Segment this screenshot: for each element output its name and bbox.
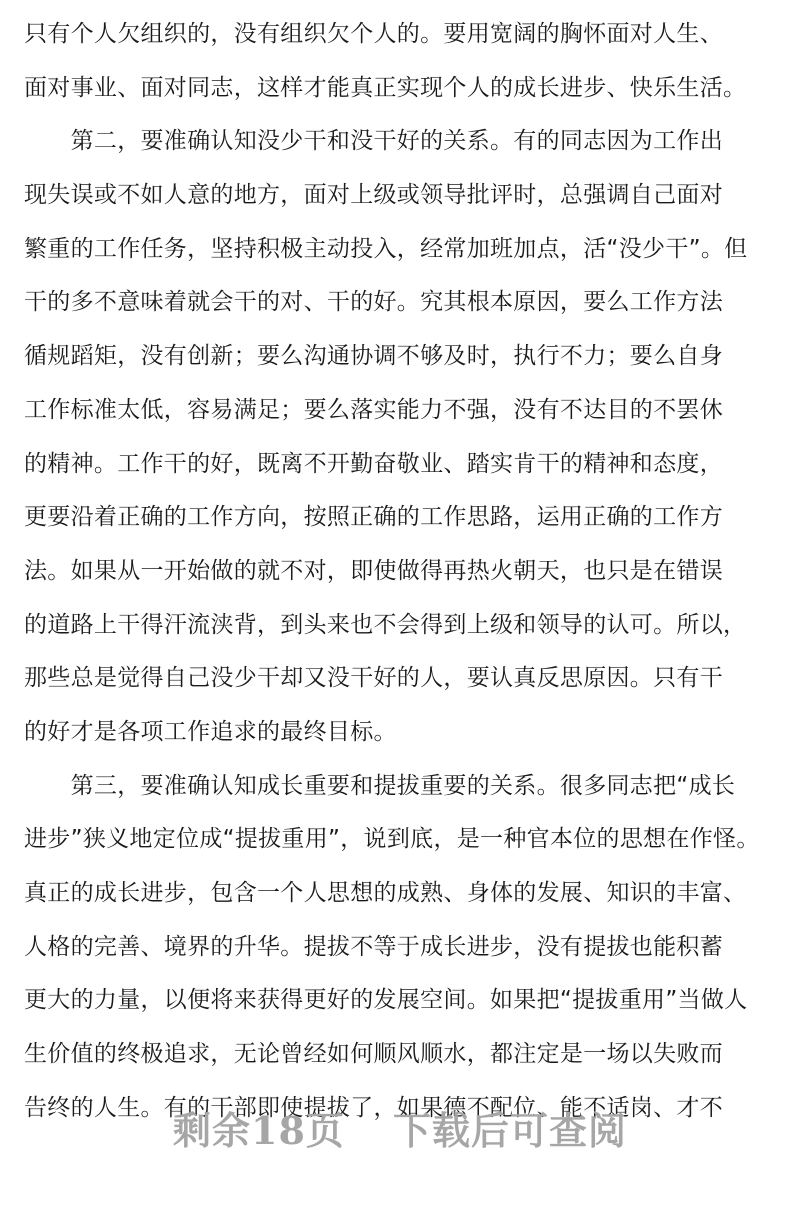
download-prompt-banner[interactable]	[0, 1100, 800, 1155]
text-line: 人格的完善、境界的升华。提拔不等于成长进步，没有提拔也能积蓄	[24, 933, 723, 960]
text-line: 的道路上干得汗流浃背，到头来也不会得到上级和领导的认可。所以，	[24, 611, 747, 638]
text-line: 真正的成长进步，包含一个人思想的成熟、身体的发展、知识的丰富、	[24, 880, 747, 906]
download-to-view-label: 下载后可查阅	[392, 1108, 627, 1153]
text-line: 告终的人生。有的干部即使提拔了，如果德不配位、能不适岗、才不	[24, 1094, 723, 1121]
text-line: 第三，要准确认知成长重要和提拔重要的关系。很多同志把“成长	[24, 772, 736, 799]
remaining-pages-label: 剩余18页	[173, 1108, 345, 1153]
text-line: 干的多不意味着就会干的对、干的好。究其根本原因，要么工作方法	[24, 289, 723, 316]
text-line: 法。如果从一开始做的就不对，即使做得再热火朝天，也只是在错误	[24, 557, 723, 584]
text-line: 的精神。工作干的好，既离不开勤奋敬业、踏实肯干的精神和态度，	[24, 450, 723, 477]
text-line: 那些总是觉得自己没少干却又没干好的人，要认真反思原因。只有干	[24, 665, 723, 692]
text-line: 循规蹈矩，没有创新；要么沟通协调不够及时，执行不力；要么自身	[24, 343, 723, 370]
text-line: 更要沿着正确的工作方向，按照正确的工作思路，运用正确的工作方	[24, 504, 723, 531]
text-line: 更大的力量，以便将来获得更好的发展空间。如果把“提拔重用”当做人	[24, 987, 748, 1014]
text-line: 现失误或不如人意的地方，面对上级或领导批评时，总强调自己面对	[24, 182, 723, 209]
text-line: 的好才是各项工作追求的最终目标。	[24, 718, 397, 745]
text-line: 只有个人欠组织的，没有组织欠个人的。要用宽阔的胸怀面对人生、	[24, 21, 723, 47]
text-line: 进步”狭义地定位成“提拔重用”，说到底，是一种官本位的思想在作怪。	[24, 826, 760, 853]
text-line: 面对事业、面对同志，这样才能真正实现个人的成长进步、快乐生活。	[24, 74, 747, 101]
text-line: 第二，要准确认知没少干和没干好的关系。有的同志因为工作出	[24, 128, 723, 155]
document-body	[24, 8, 780, 1135]
text-line: 工作标准太低，容易满足；要么落实能力不强，没有不达目的不罢休	[24, 396, 723, 423]
text-line: 繁重的工作任务，坚持积极主动投入，经常加班加点，活“没少干”。但	[24, 235, 748, 262]
text-line: 生价值的终极追求，无论曾经如何顺风顺水，都注定是一场以失败而	[24, 1041, 723, 1068]
